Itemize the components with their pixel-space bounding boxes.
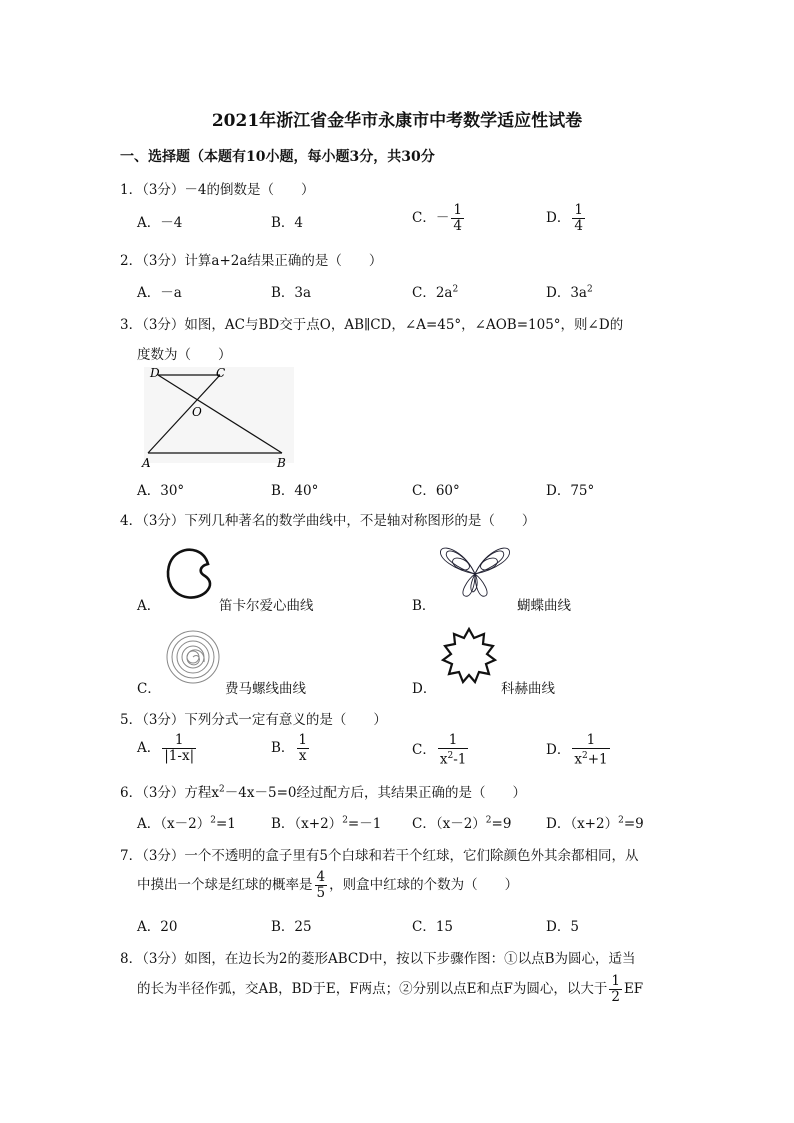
q7-numerator: 4 xyxy=(316,869,326,885)
figure-background xyxy=(144,367,294,463)
q5-b-label: B． xyxy=(271,740,295,756)
q5-option-b xyxy=(271,733,311,764)
q1-option-d-fraction xyxy=(572,203,585,234)
q5-c-denominator xyxy=(438,748,469,768)
q6-d-tail: =9 xyxy=(623,816,644,832)
q5-a-numerator: 1 xyxy=(174,732,184,748)
q1-d-denominator: 4 xyxy=(574,218,583,234)
q8-stem-line1: 8．（3分）如图，在边长为2的菱形ABCD中，按以下步骤作图：①以点B为圆心，适当 xyxy=(120,951,636,967)
butterfly-wings xyxy=(440,548,509,596)
koch-curve-image xyxy=(439,626,499,688)
q6-b-exponent: 2 xyxy=(342,815,348,826)
q3-option-b: B．40° xyxy=(271,483,319,499)
q5-a-denominator: |1-x| xyxy=(164,748,195,764)
label-d: D xyxy=(150,366,160,380)
q5-c-den-tail: -1 xyxy=(453,751,467,768)
q6-option-a xyxy=(137,812,236,832)
label-c: C xyxy=(216,366,226,380)
q5-c-den-exponent: 2 xyxy=(447,751,454,761)
q2-option-d xyxy=(546,281,593,301)
q4-option-b: B． xyxy=(412,598,436,614)
q4-caption-b: 蝴蝶曲线 xyxy=(517,598,571,614)
q1-option-c xyxy=(412,203,466,234)
q8-half-fraction xyxy=(609,974,622,1005)
q1-option-a: A．－4 xyxy=(137,215,183,231)
q7-stem-line2 xyxy=(137,870,518,901)
q6-a-base: A．（x－2） xyxy=(137,816,211,832)
q4-option-a: A． xyxy=(137,598,161,614)
q5-option-c xyxy=(412,733,470,768)
q7-option-c: C．15 xyxy=(412,919,454,935)
q8-line2-pre: 的长为半径作弧，交AB，BD于E，F两点；②分别以点E和点F为圆心，以大于 xyxy=(137,981,608,997)
butterfly-curve-image xyxy=(437,542,513,602)
q2-d-exponent: 2 xyxy=(586,284,593,295)
q4-option-d: D． xyxy=(412,681,437,697)
q1-option-d xyxy=(546,203,587,234)
q8-stem-line2 xyxy=(137,974,643,1005)
q5-d-numerator: 1 xyxy=(586,732,596,748)
q3-figure xyxy=(138,363,298,471)
q2-option-a: A．－a xyxy=(137,285,182,301)
q1-c-numerator: 1 xyxy=(453,202,462,218)
q6-stem-post: －4x－5=0经过配方后，其结果正确的是（ ） xyxy=(224,785,526,801)
q4-caption-a: 笛卡尔爱心曲线 xyxy=(219,598,314,614)
q1-stem: 1．（3分）－4的倒数是（ ） xyxy=(120,182,315,198)
q5-a-label: A． xyxy=(137,740,161,756)
q6-c-exponent: 2 xyxy=(485,815,492,826)
q2-stem: 2．（3分）计算a+2a结果正确的是（ ） xyxy=(120,253,383,269)
q6-option-c xyxy=(412,812,511,832)
q6-option-b xyxy=(271,812,381,832)
q1-option-d-label: D． xyxy=(546,210,571,226)
q6-c-tail: =9 xyxy=(491,816,512,832)
q4-option-c: C． xyxy=(137,681,161,697)
q5-b-denominator: x xyxy=(298,748,307,764)
q5-a-fraction xyxy=(162,733,196,764)
q8-line2-post: EF xyxy=(623,981,644,997)
cardioid-curve-image xyxy=(162,544,218,602)
q5-c-den-base: x xyxy=(439,751,448,768)
q5-d-label: D． xyxy=(546,741,571,758)
q4-caption-d: 科赫曲线 xyxy=(501,681,555,697)
page-title: 2021年浙江省金华市永康市中考数学适应性试卷 xyxy=(211,111,583,131)
q1-option-c-label: C．－ xyxy=(412,210,450,226)
q1-c-denominator: 4 xyxy=(453,218,462,234)
q2-d-base: D．3a xyxy=(546,285,587,301)
q3-option-a: A．30° xyxy=(137,483,185,499)
q7-line2-pre: 中摸出一个球是红球的概率是 xyxy=(137,877,313,893)
q6-d-exponent: 2 xyxy=(618,815,624,826)
q7-probability-fraction xyxy=(315,870,328,901)
q2-c-exponent: 2 xyxy=(452,284,459,295)
q6-stem xyxy=(120,781,526,801)
q5-option-a xyxy=(137,733,198,764)
q2-option-b: B．3a xyxy=(271,285,312,301)
q5-d-den-tail: +1 xyxy=(587,751,608,768)
q6-stem-pre: 6．（3分）方程x xyxy=(120,785,220,801)
q6-b-base: B．（x+2） xyxy=(271,816,343,832)
q7-denominator: 5 xyxy=(316,885,326,901)
q6-c-base: C．（x－2） xyxy=(412,816,486,832)
q8-denominator: 2 xyxy=(611,989,620,1005)
q5-d-denominator xyxy=(572,748,609,768)
cardioid-path xyxy=(168,550,210,598)
q7-stem-line1: 7．（3分）一个不透明的盒子里有5个白球和若干个红球，它们除颜色外其余都相同，从 xyxy=(120,848,639,864)
q5-c-fraction xyxy=(438,733,469,768)
q5-c-numerator: 1 xyxy=(448,732,458,748)
q6-a-tail: =1 xyxy=(215,816,236,832)
q6-option-d xyxy=(546,812,644,832)
koch-snowflake-path xyxy=(443,629,495,682)
q5-d-den-exponent: 2 xyxy=(581,751,588,761)
q4-stem: 4．（3分）下列几种著名的数学曲线中，不是轴对称图形的是（ ） xyxy=(120,513,536,529)
section-heading: 一、选择题（本题有10小题，每小题3分，共30分 xyxy=(120,149,435,165)
q5-option-d xyxy=(546,733,612,768)
q3-stem-line2: 度数为（ ） xyxy=(137,347,232,363)
q6-b-tail: =－1 xyxy=(347,816,382,832)
q3-option-d: D．75° xyxy=(546,483,595,499)
q2-c-base: C．2a xyxy=(412,285,453,301)
q7-line2-post: ，则盒中红球的个数为（ ） xyxy=(329,877,519,893)
q6-stem-exponent: 2 xyxy=(219,784,225,795)
q5-stem: 5．（3分）下列分式一定有意义的是（ ） xyxy=(120,712,387,728)
q3-option-c: C．60° xyxy=(412,483,460,499)
q8-numerator: 1 xyxy=(611,973,620,989)
q5-c-label: C． xyxy=(412,741,436,758)
q1-option-c-fraction xyxy=(451,203,464,234)
q5-d-fraction xyxy=(572,733,609,768)
label-a: A xyxy=(142,456,151,470)
q6-a-exponent: 2 xyxy=(210,815,216,826)
spiral-rings xyxy=(167,631,219,683)
q7-option-a: A．20 xyxy=(137,919,178,935)
q5-d-den-base: x xyxy=(574,751,582,768)
q7-option-b: B．25 xyxy=(271,919,312,935)
q6-d-base: D．（x+2） xyxy=(546,816,619,832)
q1-d-numerator: 1 xyxy=(574,202,583,218)
q5-b-numerator: 1 xyxy=(298,732,308,748)
q1-option-b: B．4 xyxy=(271,215,304,231)
q2-option-c xyxy=(412,281,458,301)
q4-caption-c: 费马螺线曲线 xyxy=(225,681,306,697)
q3-stem-line1: 3．（3分）如图，AC与BD交于点O，AB∥CD，∠A=45°，∠AOB=105°，则∠D的 xyxy=(120,317,624,333)
q7-option-d: D．5 xyxy=(546,919,579,935)
label-o: O xyxy=(192,405,202,419)
label-b: B xyxy=(277,456,286,470)
fermat-spiral-image xyxy=(164,628,222,686)
q5-b-fraction xyxy=(296,733,309,764)
